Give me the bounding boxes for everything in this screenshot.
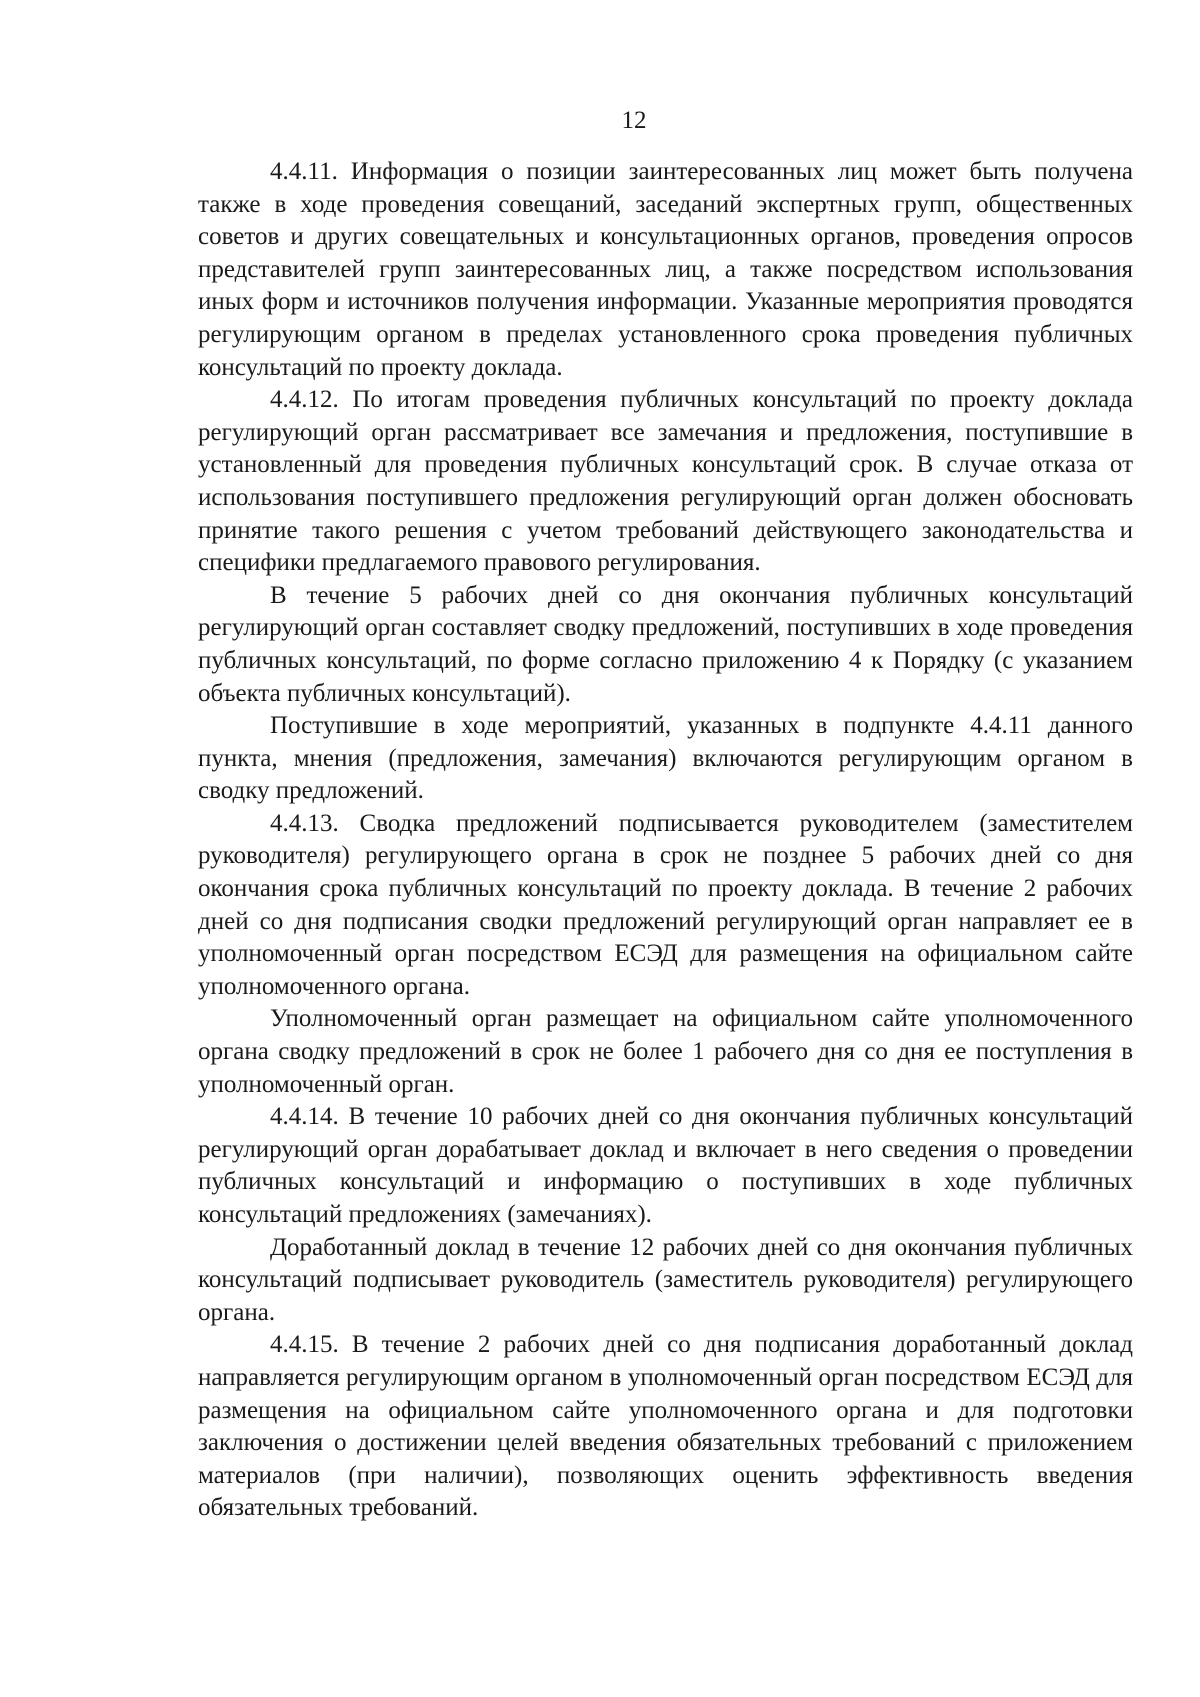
paragraph-revised-report-signed: Доработанный доклад в течение 12 рабочих дней со дня окончания публичных консультаций подписывает руководитель (заместитель руководителя) регулирующего органа. bbox=[198, 1233, 1133, 1326]
paragraph-summary-compilation: В течение 5 рабочих дней со дня окончания публичных консультаций регулирующий орган составляет сводку предложений, поступивших в ходе проведения публичных консультаций, по форме согласно приложению 4 к Порядку (с указанием объекта публичных консультаций). bbox=[198, 581, 1133, 707]
paragraph-opinions-included: Поступившие в ходе мероприятий, указанных в подпункте 4.4.11 данного пункта, мнения (предложения, замечания) включаются регулирующим органом в сводку предложений. bbox=[198, 712, 1133, 805]
paragraph-4-4-14: 4.4.14. В течение 10 рабочих дней со дня окончания публичных консультаций регулирующий орган дорабатывает доклад и включает в него сведения о проведении публичных консультаций и информацию о поступивших в ходе публичных консультаций предложениях (замечаниях). bbox=[198, 1103, 1133, 1228]
paragraph-4-4-15: 4.4.15. В течение 2 рабочих дней со дня подписания доработанный доклад направляется регулирующим органом в уполномоченный орган посредством ЕСЭД для размещения на официальном сайте уполномоченного органа и для подготовки заключения о достижении целей введения обязательных требований с приложением материалов (при наличии), позволяющих оценить эффективность введения обязательных требований. bbox=[198, 1331, 1133, 1522]
document-body bbox=[198, 156, 1133, 1525]
paragraph-4-4-11: 4.4.11. Информация о позиции заинтересованных лиц может быть получена также в ходе проведения совещаний, заседаний экспертных групп, общественных советов и других совещательных и консультационных органов, проведения опросов представителей групп заинтересованных лиц, а также посредством использования иных форм и источников получения информации. Указанные мероприятия проводятся регулирующим органом в пределах установленного срока проведения публичных консультаций по проекту доклада. bbox=[198, 158, 1133, 381]
paragraph-4-4-12: 4.4.12. По итогам проведения публичных консультаций по проекту доклада регулирующий орган рассматривает все замечания и предложения, поступившие в установленный для проведения публичных консультаций срок. В случае отказа от использования поступившего предложения регулирующий орган должен обосновать принятие такого решения с учетом требований действующего законодательства и специфики предлагаемого правового регулирования. bbox=[198, 386, 1133, 577]
paragraph-authorized-body-publishes: Уполномоченный орган размещает на официальном сайте уполномоченного органа сводку предложений в срок не более 1 рабочего дня со дня ее поступления в уполномоченный орган. bbox=[198, 1005, 1133, 1098]
page-number: 12 bbox=[621, 107, 647, 134]
paragraph-4-4-13: 4.4.13. Сводка предложений подписывается руководителем (заместителем руководителя) регулирующего органа в срок не позднее 5 рабочих дней со дня окончания срока публичных консультаций по проекту доклада. В течение 2 рабочих дней со дня подписания сводки предложений регулирующий орган направляет ее в уполномоченный орган посредством ЕСЭД для размещения на официальном сайте уполномоченного органа. bbox=[198, 809, 1133, 1000]
